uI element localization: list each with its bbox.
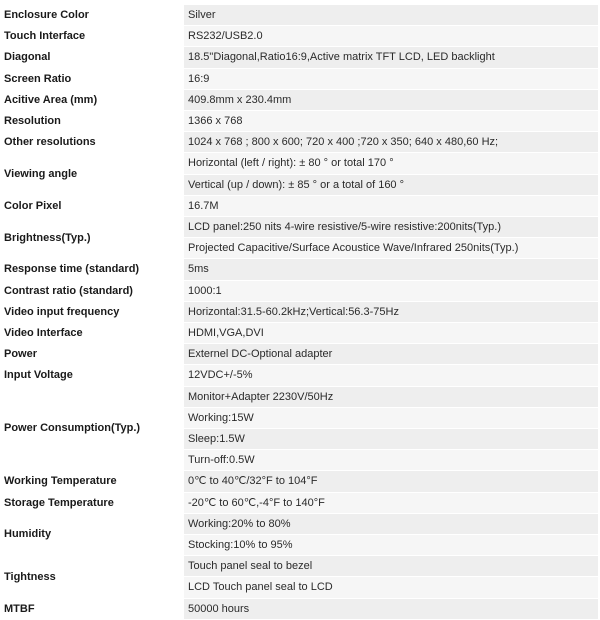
spec-row [2, 323, 598, 344]
spec-label: Color Pixel [2, 195, 184, 216]
spec-row [2, 386, 598, 407]
spec-value: Silver [184, 5, 598, 26]
spec-row [2, 556, 598, 577]
spec-row [2, 598, 598, 619]
spec-row [2, 47, 598, 68]
spec-value: 409.8mm x 230.4mm [184, 89, 598, 110]
spec-label: Power Consumption(Typ.) [2, 386, 184, 471]
spec-value: Working:20% to 80% [184, 513, 598, 534]
spec-value: 16:9 [184, 68, 598, 89]
spec-value: Horizontal:31.5-60.2kHz;Vertical:56.3-75Hz [184, 301, 598, 322]
spec-value: Vertical (up / down): ± 85 ° or a total of 160 ° [184, 174, 598, 195]
spec-value: Horizontal (left / right): ± 80 ° or total 170 ° [184, 153, 598, 174]
spec-value: Working:15W [184, 407, 598, 428]
spec-value: Stocking:10% to 95% [184, 535, 598, 556]
spec-value: 1000:1 [184, 280, 598, 301]
spec-label: Video Interface [2, 323, 184, 344]
spec-label: Working Temperature [2, 471, 184, 492]
spec-label: Enclosure Color [2, 5, 184, 26]
spec-label: Screen Ratio [2, 68, 184, 89]
spec-label: Diagonal [2, 47, 184, 68]
spec-value: 50000 hours [184, 598, 598, 619]
spec-row [2, 365, 598, 386]
spec-row [2, 5, 598, 26]
spec-row [2, 344, 598, 365]
spec-label: Storage Temperature [2, 492, 184, 513]
spec-label: Humidity [2, 513, 184, 555]
spec-value: LCD Touch panel seal to LCD [184, 577, 598, 598]
spec-row [2, 492, 598, 513]
spec-row [2, 280, 598, 301]
spec-row [2, 513, 598, 534]
spec-row [2, 26, 598, 47]
spec-row [2, 68, 598, 89]
spec-row [2, 471, 598, 492]
spec-label: Touch Interface [2, 26, 184, 47]
spec-label: Resolution [2, 111, 184, 132]
spec-value: LCD panel:250 nits 4-wire resistive/5-wire resistive:200nits(Typ.) [184, 217, 598, 238]
spec-value: Sleep:1.5W [184, 429, 598, 450]
spec-label: Response time (standard) [2, 259, 184, 280]
spec-row [2, 111, 598, 132]
spec-value: Projected Capacitive/Surface Acoustice Wave/Infrared 250nits(Typ.) [184, 238, 598, 259]
spec-label: Tightness [2, 556, 184, 598]
spec-row [2, 195, 598, 216]
spec-value: 12VDC+/-5% [184, 365, 598, 386]
spec-value: Monitor+Adapter 2230V/50Hz [184, 386, 598, 407]
spec-row [2, 301, 598, 322]
spec-value: HDMI,VGA,DVI [184, 323, 598, 344]
spec-value: -20℃ to 60℃,-4°F to 140°F [184, 492, 598, 513]
spec-row [2, 153, 598, 174]
spec-table-body [2, 5, 598, 619]
spec-value: Touch panel seal to bezel [184, 556, 598, 577]
spec-table [2, 5, 598, 620]
spec-value: 1366 x 768 [184, 111, 598, 132]
spec-label: Power [2, 344, 184, 365]
spec-label: Acitive Area (mm) [2, 89, 184, 110]
spec-value: 16.7M [184, 195, 598, 216]
spec-row [2, 132, 598, 153]
spec-label: MTBF [2, 598, 184, 619]
spec-value: 5ms [184, 259, 598, 280]
spec-label: Input Voltage [2, 365, 184, 386]
spec-label: Brightness(Typ.) [2, 217, 184, 259]
spec-row [2, 259, 598, 280]
spec-value: 0℃ to 40℃/32°F to 104°F [184, 471, 598, 492]
spec-value: 1024 x 768 ; 800 x 600; 720 x 400 ;720 x 350; 640 x 480,60 Hz; [184, 132, 598, 153]
spec-row [2, 89, 598, 110]
spec-value: Turn-off:0.5W [184, 450, 598, 471]
spec-label: Viewing angle [2, 153, 184, 195]
spec-label: Contrast ratio (standard) [2, 280, 184, 301]
spec-row [2, 217, 598, 238]
spec-value: Externel DC-Optional adapter [184, 344, 598, 365]
spec-value: 18.5"Diagonal,Ratio16:9,Active matrix TFT LCD, LED backlight [184, 47, 598, 68]
spec-label: Other resolutions [2, 132, 184, 153]
spec-value: RS232/USB2.0 [184, 26, 598, 47]
spec-label: Video input frequency [2, 301, 184, 322]
